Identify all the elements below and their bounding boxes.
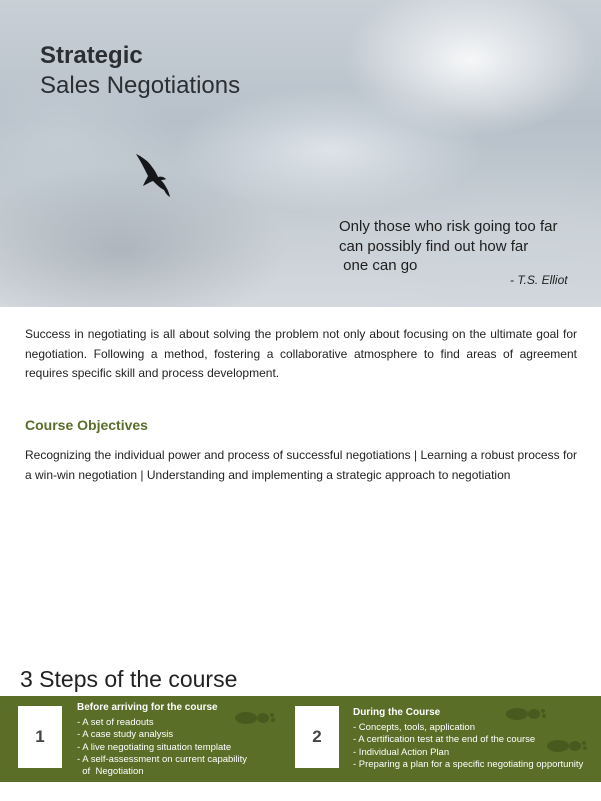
- step-heading: During the Course: [353, 707, 441, 718]
- footprints-icon: [544, 738, 590, 754]
- list-item: - A set of readouts: [77, 717, 154, 728]
- list-item: - Concepts, tools, application: [353, 722, 475, 733]
- quote-author: - T.S. Elliot: [510, 273, 568, 287]
- step-number-box: [295, 706, 339, 768]
- steps-title: 3 Steps of the course: [20, 666, 238, 692]
- footprints-icon: [503, 706, 549, 722]
- intro-paragraph: Success in negotiating is all about solving the problem not only about focusing on the ultimate goal for negotiation. Following a method, fostering a collaborative atmosphere to find areas of agreement requires specific skill and process development.: [25, 327, 577, 380]
- bird-icon: [130, 150, 176, 200]
- step-number-box: [18, 706, 62, 768]
- quote-text: Only those who risk going too far can possibly find out how far one can go: [339, 218, 558, 274]
- list-item: - Preparing a plan for a specific negotiating opportunity: [353, 758, 584, 770]
- list-item: of Negotiation: [77, 766, 144, 778]
- hero-banner: [0, 0, 601, 307]
- list-item: - A self-assessment on current capability: [77, 753, 248, 765]
- list-item: - A certification test at the end of the course: [353, 734, 536, 746]
- title-strategic: Strategic: [40, 42, 143, 69]
- title-sales-negotiations: Sales Negotiations: [40, 72, 241, 99]
- footprints-icon: [232, 710, 278, 726]
- objectives-text: Recognizing the individual power and process of successful negotiations | Learning a robust process for a win-win negotiation | Understanding and implementing a strategic approach to negotiation: [25, 448, 577, 482]
- steps-band: [0, 696, 601, 782]
- list-item: - A case study analysis: [77, 729, 174, 741]
- list-item: - Individual Action Plan: [353, 746, 450, 758]
- step-number: 1: [35, 727, 45, 746]
- objectives-heading: Course Objectives: [25, 417, 148, 433]
- step-heading: Before arriving for the course: [77, 702, 218, 713]
- list-item: - A live negotiating situation template: [77, 741, 232, 753]
- step-list: [77, 717, 247, 778]
- step-number: 2: [312, 727, 322, 746]
